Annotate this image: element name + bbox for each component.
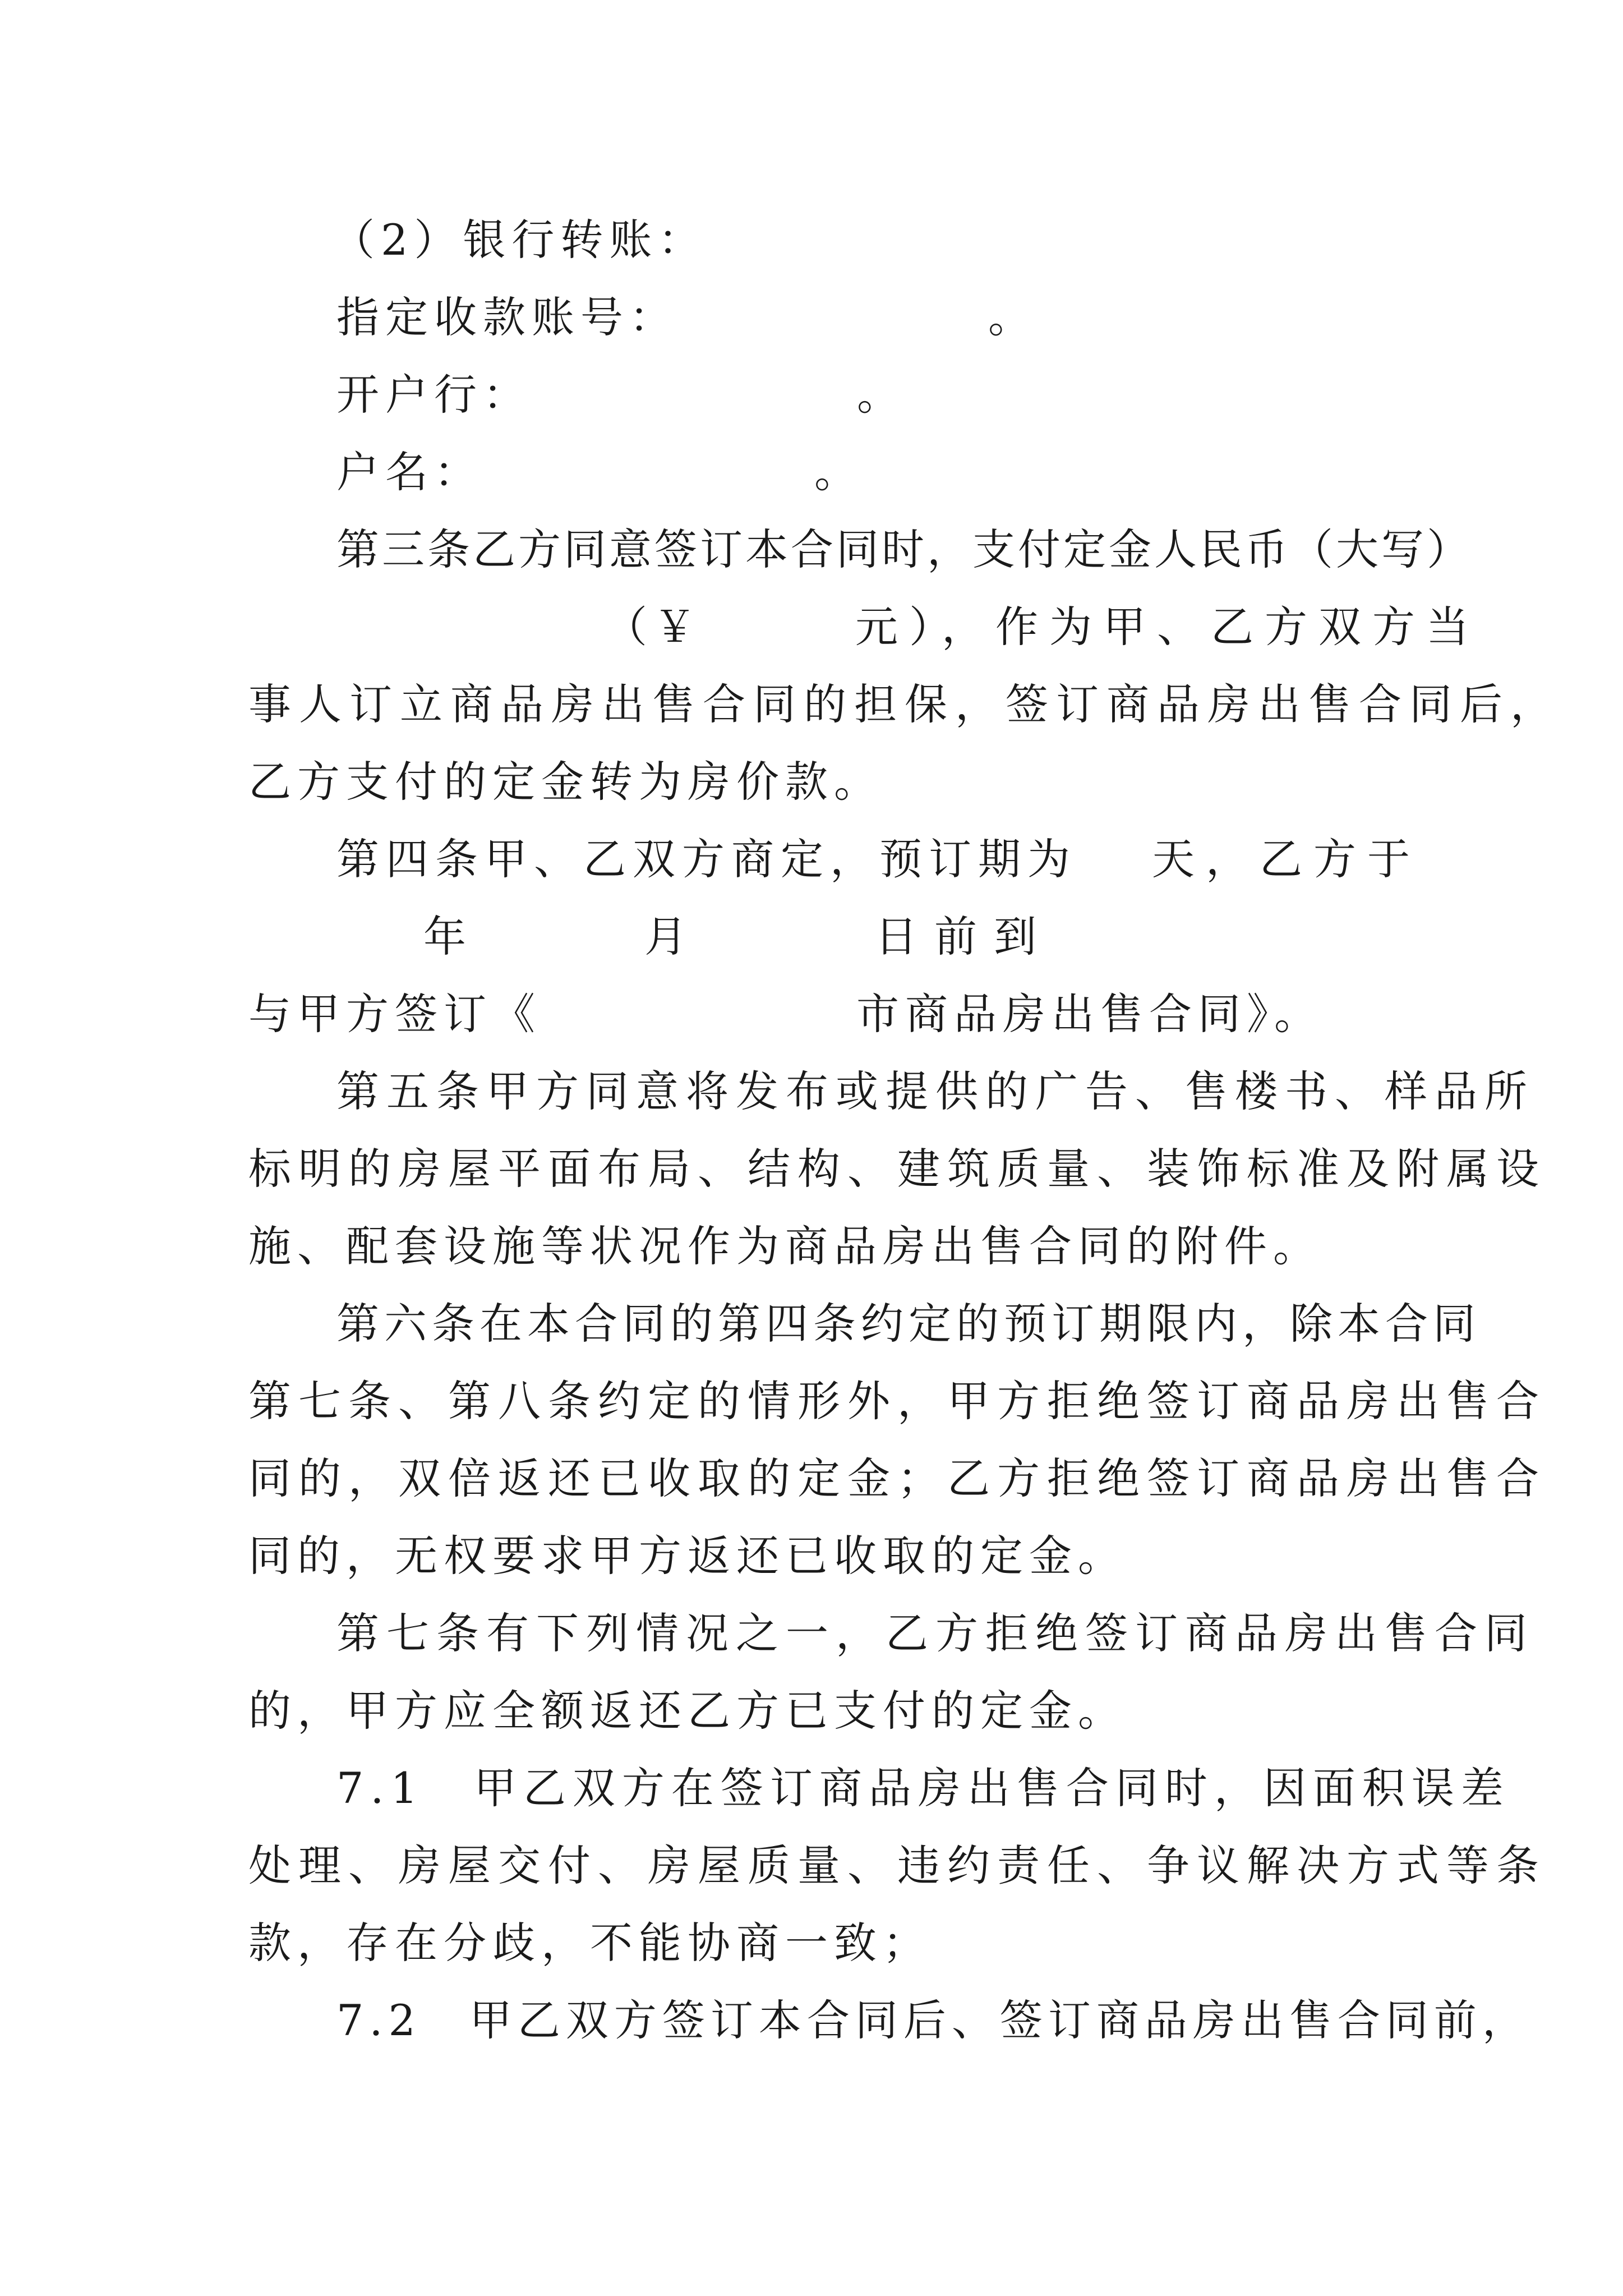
text-line: 开户行： xyxy=(336,370,532,420)
text-line: 日前到 xyxy=(875,912,1053,961)
text-line: 第四条甲、乙双方商定，预订期为 xyxy=(336,834,1077,884)
text-line: 标明的房屋平面布局、结构、建筑质量、装饰标准及附属设 xyxy=(248,1144,1546,1194)
text-line: 市商品房出售合同》。 xyxy=(856,989,1323,1039)
text-line: 同的，双倍返还已收取的定金；乙方拒绝签订商品房出售合 xyxy=(248,1453,1546,1503)
text-line: 事人订立商品房出售合同的担保，签订商品房出售合同后， xyxy=(248,679,1561,729)
text-line: 的，甲方应全额返还乙方已支付的定金。 xyxy=(248,1686,1127,1736)
text-line: 处理、房屋交付、房屋质量、违约责任、争议解决方式等条 xyxy=(248,1841,1546,1890)
text-line: 施、配套设施等状况作为商品房出售合同的附件。 xyxy=(248,1221,1322,1271)
text-line: 7.2 甲乙双方签订本合同后、签订商品房出售合同前， xyxy=(336,1995,1530,2045)
text-line: 年 xyxy=(423,912,472,961)
text-line: （￥ xyxy=(605,602,702,652)
text-line: 7.1 甲乙双方在签订商品房出售合同时，因面积误差 xyxy=(336,1763,1510,1813)
text-line: 户名： xyxy=(336,447,483,497)
text-line: 同的，无权要求甲方返还已收取的定金。 xyxy=(248,1531,1127,1581)
text-line: 与甲方签订《 xyxy=(248,989,541,1039)
text-line: 第七条、第八条约定的情形外，甲方拒绝签订商品房出售合 xyxy=(248,1376,1546,1426)
text-line: 乙方支付的定金转为房价款。 xyxy=(248,757,883,807)
text-line: 。 xyxy=(988,292,1037,342)
text-line: 指定收款账号： xyxy=(336,292,678,342)
text-line: 元），作为甲、乙方双方当 xyxy=(855,602,1480,652)
text-line: 款，存在分歧，不能协商一致； xyxy=(248,1918,932,1968)
text-line: 月 xyxy=(644,912,693,961)
text-line: 第五条甲方同意将发布或提供的广告、售楼书、样品所 xyxy=(336,1066,1534,1116)
text-line: 第六条在本合同的第四条约定的预订期限内，除本合同 xyxy=(336,1299,1481,1349)
text-line: 。 xyxy=(814,447,863,497)
text-line: （2）银行转账： xyxy=(332,215,707,265)
text-line: 第三条乙方同意签订本合同时，支付定金人民币（大写） xyxy=(336,524,1472,574)
text-line: 天，乙方于 xyxy=(1152,834,1421,884)
text-line: 。 xyxy=(857,370,906,420)
text-line: 第七条有下列情况之一，乙方拒绝签订商品房出售合同 xyxy=(336,1608,1534,1658)
